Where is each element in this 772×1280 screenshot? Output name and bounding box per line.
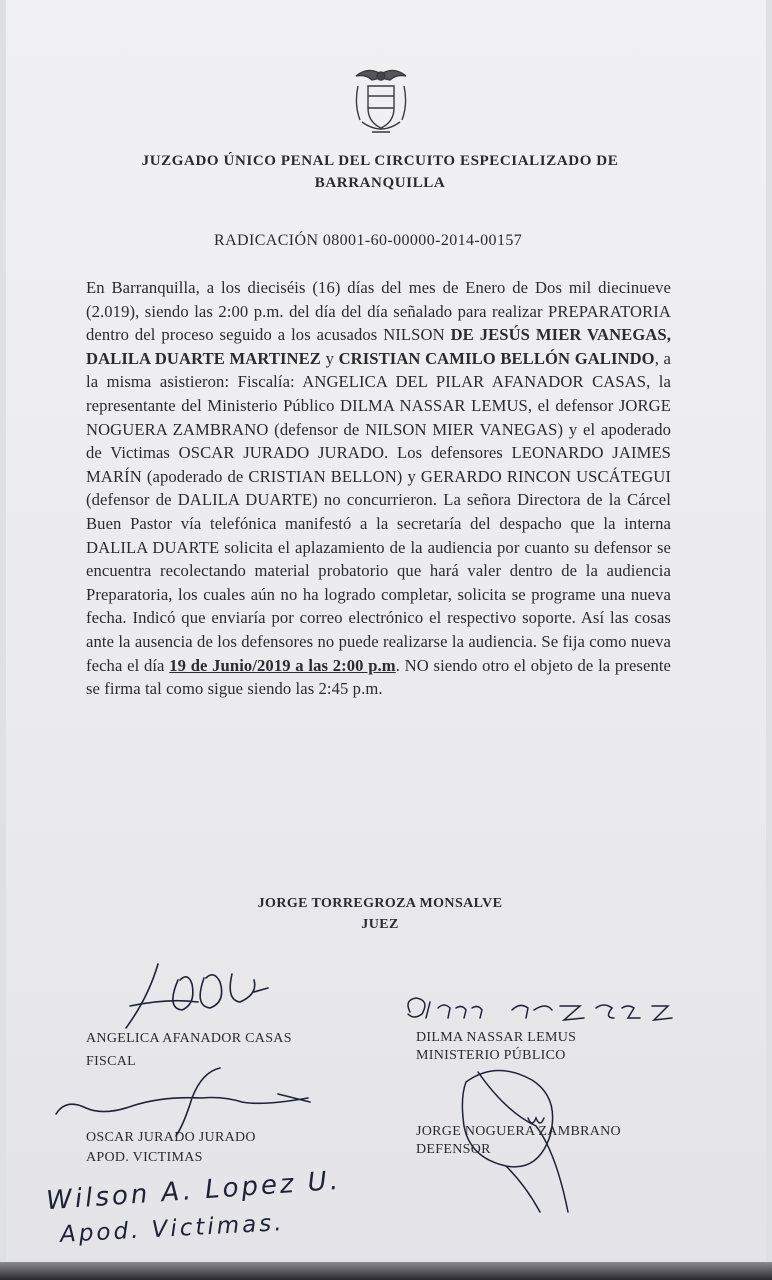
paragraph-text: , a la misma asistieron: Fiscalía: ANGELICA DEL PILAR AFANADOR CASAS, la representante del Ministerio Público DILMA NASSAR LEMUS, el defensor JORGE NOGUERA ZAMBRANO (defensor de NILSON MIER VANEGAS) y el apoderado de Victimas OSCAR JURADO JURADO. Los defensores LEONARDO JAIMES MARÍN (apoderado de CRISTIAN BELLON) y GERARDO RINCON USCÁTEGUI (defensor de DALILA DUARTE) no concurrieron. La señora Directora de la Cárcel Buen Pastor vía telefónica manifestó a la secretaría del despacho que la interna DALILA DUARTE solicita el aplazamiento de la audiencia por cuanto su defensor se encuentra recolectando material probatorio que hará valer dentro de la audiencia Preparatoria, los cuales aún no ha logrado completar, solicita se programe una nueva fecha. Indicó que enviaría por correo electrónico el respectivo soporte. Así las cosas ante la ausencia de los defensores no puede realizarse la audiencia. Se fija como nueva fecha el día xyxy=(86,348,671,675)
court-city: BARRANQUILLA xyxy=(314,175,446,191)
handwritten-attorney-name: Wilson A. Lopez U. xyxy=(45,1165,342,1217)
fiscal-name: ANGELICA AFANADOR CASAS xyxy=(86,1031,292,1046)
defendants-names: DE JESÚS MIER VANEGAS, DALILA DUARTE MARTINEZ xyxy=(86,325,671,368)
case-number: RADICACIÓN 08001-60-00000-2014-00157 xyxy=(214,232,523,249)
apoderado-victimas-name: OSCAR JURADO JURADO xyxy=(86,1130,256,1145)
fiscal-role: FISCAL xyxy=(86,1054,137,1069)
minutes-paragraph xyxy=(86,276,671,701)
paragraph-text: En Barranquilla, a los dieciséis (16) días del mes de Enero de Dos mil diecinueve (2.019), siendo las 2:00 p.m. del día del día señalado para realizar PREPARATORIA dentro del proceso seguido a los acusados NILSON xyxy=(86,278,671,345)
judge-name: JORGE TORREGROZA MONSALVE xyxy=(257,896,503,911)
apoderado-victimas-role: APOD. VICTIMAS xyxy=(86,1150,203,1165)
defendant-name: CRISTIAN CAMILO BELLÓN GALINDO xyxy=(338,348,655,368)
paragraph-text: . NO siendo otro el objeto de la presente se firma tal como sigue siendo las 2:45 p.m. xyxy=(86,655,672,699)
defensor-role: DEFENSOR xyxy=(416,1142,491,1157)
new-hearing-date: 19 de Junio/2019 a las 2:00 p.m xyxy=(169,655,396,675)
apoderado-victimas-signature xyxy=(52,1058,322,1138)
page-edge-shadow xyxy=(0,1262,772,1280)
ministerio-publico-name: DILMA NASSAR LEMUS xyxy=(416,1030,577,1045)
defensor-name: JORGE NOGUERA ZAMBRANO xyxy=(416,1124,621,1139)
ministerio-publico-signature xyxy=(400,988,690,1032)
fiscal-signature xyxy=(108,958,278,1038)
handwritten-attorney-role: Apod. Victimas. xyxy=(59,1210,286,1248)
paragraph-text: y xyxy=(320,348,339,368)
court-title: JUZGADO ÚNICO PENAL DEL CIRCUITO ESPECIALIZADO DE xyxy=(141,153,619,169)
judge-role: JUEZ xyxy=(361,917,399,932)
colombia-coat-of-arms-icon xyxy=(346,64,416,140)
ministerio-publico-role: MINISTERIO PÚBLICO xyxy=(416,1048,566,1063)
